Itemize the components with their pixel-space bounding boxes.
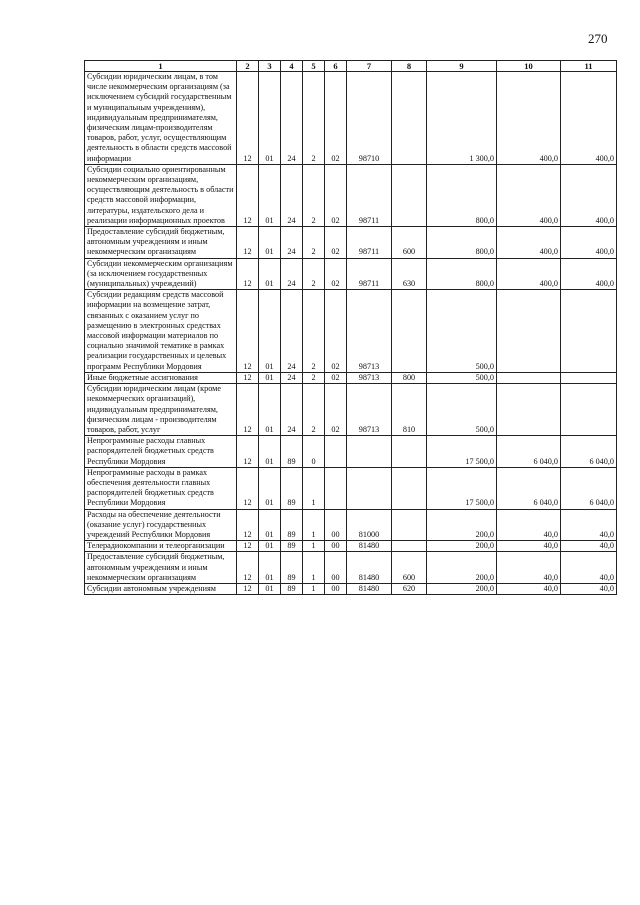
expense-type-cell: 620 — [392, 583, 427, 594]
subprogram-code-cell: 2 — [303, 227, 325, 259]
row-name-cell: Непрограммные расходы в рамках обеспечения деятельности главных распорядителей бюджетных средств Республики Мордовия — [85, 467, 237, 509]
expense-type-cell: 630 — [392, 258, 427, 290]
chapter-code-cell: 12 — [237, 583, 259, 594]
subprogram-code-cell: 2 — [303, 164, 325, 226]
section-code-cell: 01 — [259, 509, 281, 541]
column-header-6: 6 — [325, 61, 347, 72]
amount-col11-cell: 40,0 — [561, 583, 617, 594]
chapter-code-cell: 12 — [237, 372, 259, 383]
table-row — [85, 541, 617, 552]
expense-type-cell: 600 — [392, 552, 427, 584]
target-article-cell: 98711 — [347, 227, 392, 259]
subsection-code-cell: 89 — [281, 541, 303, 552]
row-name-cell: Непрограммные расходы главных распорядителей бюджетных средств Республики Мордовия — [85, 436, 237, 468]
amount-col10-cell: 400,0 — [497, 258, 561, 290]
subsection-code-cell: 89 — [281, 436, 303, 468]
target-article-cell: 98711 — [347, 164, 392, 226]
amount-col11-cell — [561, 372, 617, 383]
target-article-cell: 81480 — [347, 583, 392, 594]
event-code-cell — [325, 467, 347, 509]
chapter-code-cell: 12 — [237, 72, 259, 165]
row-name-cell: Субсидии юридическим лицам (кроме некоммерческих организаций), индивидуальным предпринимателям, физическим лицам - производителям товаров, работ, услуг — [85, 384, 237, 436]
column-header-11: 11 — [561, 61, 617, 72]
column-header-1: 1 — [85, 61, 237, 72]
expense-type-cell — [392, 72, 427, 165]
amount-col10-cell: 40,0 — [497, 509, 561, 541]
amount-col11-cell: 40,0 — [561, 509, 617, 541]
chapter-code-cell: 12 — [237, 467, 259, 509]
event-code-cell: 02 — [325, 258, 347, 290]
event-code-cell: 00 — [325, 583, 347, 594]
row-name-cell: Расходы на обеспечение деятельности (оказание услуг) государственных учреждений Республики Мордовия — [85, 509, 237, 541]
amount-col10-cell: 400,0 — [497, 164, 561, 226]
table-row — [85, 384, 617, 436]
subsection-code-cell: 24 — [281, 227, 303, 259]
column-header-10: 10 — [497, 61, 561, 72]
column-header-5: 5 — [303, 61, 325, 72]
row-name-cell: Телерадиокомпании и телеорганизации — [85, 541, 237, 552]
event-code-cell: 02 — [325, 164, 347, 226]
event-code-cell: 00 — [325, 552, 347, 584]
column-header-4: 4 — [281, 61, 303, 72]
event-code-cell: 00 — [325, 509, 347, 541]
target-article-cell — [347, 436, 392, 468]
amount-col10-cell — [497, 372, 561, 383]
amount-col11-cell: 400,0 — [561, 164, 617, 226]
amount-col9-cell: 500,0 — [427, 384, 497, 436]
amount-col9-cell: 500,0 — [427, 372, 497, 383]
section-code-cell: 01 — [259, 227, 281, 259]
table-row — [85, 509, 617, 541]
amount-col10-cell: 400,0 — [497, 72, 561, 165]
amount-col10-cell: 6 040,0 — [497, 467, 561, 509]
subsection-code-cell: 24 — [281, 258, 303, 290]
expense-type-cell — [392, 436, 427, 468]
table-row — [85, 258, 617, 290]
amount-col9-cell: 1 300,0 — [427, 72, 497, 165]
amount-col11-cell: 40,0 — [561, 541, 617, 552]
chapter-code-cell: 12 — [237, 552, 259, 584]
amount-col9-cell: 17 500,0 — [427, 467, 497, 509]
subsection-code-cell: 89 — [281, 509, 303, 541]
chapter-code-cell: 12 — [237, 227, 259, 259]
header-row — [85, 61, 617, 72]
column-header-9: 9 — [427, 61, 497, 72]
expense-type-cell — [392, 467, 427, 509]
amount-col11-cell: 400,0 — [561, 72, 617, 165]
event-code-cell — [325, 436, 347, 468]
event-code-cell: 02 — [325, 384, 347, 436]
expense-type-cell: 800 — [392, 372, 427, 383]
amount-col9-cell: 500,0 — [427, 290, 497, 373]
table-row — [85, 72, 617, 165]
target-article-cell: 98713 — [347, 372, 392, 383]
section-code-cell: 01 — [259, 467, 281, 509]
amount-col11-cell: 400,0 — [561, 258, 617, 290]
target-article-cell: 81480 — [347, 552, 392, 584]
row-name-cell: Субсидии редакциям средств массовой информации на возмещение затрат, связанных с оказанием услуг по размещению в электронных средствах массовой информации материалов по социально значимой тематике в рамках реализации государственных и целевых программ Республики Мордовия — [85, 290, 237, 373]
section-code-cell: 01 — [259, 372, 281, 383]
amount-col10-cell: 40,0 — [497, 583, 561, 594]
row-name-cell: Субсидии автономным учреждениям — [85, 583, 237, 594]
target-article-cell: 98713 — [347, 290, 392, 373]
column-header-8: 8 — [392, 61, 427, 72]
chapter-code-cell: 12 — [237, 436, 259, 468]
target-article-cell: 81000 — [347, 509, 392, 541]
subprogram-code-cell: 1 — [303, 552, 325, 584]
subprogram-code-cell: 2 — [303, 72, 325, 165]
row-name-cell: Предоставление субсидий бюджетным, автономным учреждениям и иным некоммерческим организациям — [85, 552, 237, 584]
table-row — [85, 290, 617, 373]
expense-type-cell: 810 — [392, 384, 427, 436]
subprogram-code-cell: 2 — [303, 372, 325, 383]
subsection-code-cell: 89 — [281, 583, 303, 594]
chapter-code-cell: 12 — [237, 290, 259, 373]
target-article-cell — [347, 467, 392, 509]
section-code-cell: 01 — [259, 258, 281, 290]
section-code-cell: 01 — [259, 384, 281, 436]
row-name-cell: Субсидии юридическим лицам, в том числе некоммерческим организациям (за исключением субсидий государственным и муниципальным учреждениям), индивидуальным предпринимателям, физическим лицам-производителям товаров, работ, услуг, осуществляющим деятельность в области средств массовой информации — [85, 72, 237, 165]
target-article-cell: 81480 — [347, 541, 392, 552]
row-name-cell: Субсидии некоммерческим организациям (за исключением государственных (муниципальных) учреждений) — [85, 258, 237, 290]
expense-type-cell — [392, 541, 427, 552]
section-code-cell: 01 — [259, 290, 281, 373]
amount-col9-cell: 800,0 — [427, 227, 497, 259]
amount-col9-cell: 800,0 — [427, 164, 497, 226]
subsection-code-cell: 89 — [281, 467, 303, 509]
table-row — [85, 467, 617, 509]
amount-col9-cell: 200,0 — [427, 541, 497, 552]
event-code-cell: 00 — [325, 541, 347, 552]
row-name-cell: Субсидии социально ориентированным некоммерческим организациям, осуществляющим деятельность в области средств массовой информации, литературы, издательского дела и реализации информационных проектов — [85, 164, 237, 226]
event-code-cell: 02 — [325, 290, 347, 373]
section-code-cell: 01 — [259, 164, 281, 226]
subsection-code-cell: 89 — [281, 552, 303, 584]
table-row — [85, 227, 617, 259]
section-code-cell: 01 — [259, 583, 281, 594]
section-code-cell: 01 — [259, 72, 281, 165]
subprogram-code-cell: 2 — [303, 384, 325, 436]
event-code-cell: 02 — [325, 372, 347, 383]
amount-col9-cell: 200,0 — [427, 509, 497, 541]
chapter-code-cell: 12 — [237, 384, 259, 436]
subsection-code-cell: 24 — [281, 384, 303, 436]
amount-col9-cell: 17 500,0 — [427, 436, 497, 468]
subsection-code-cell: 24 — [281, 290, 303, 373]
amount-col11-cell: 6 040,0 — [561, 467, 617, 509]
row-name-cell: Предоставление субсидий бюджетным, автономным учреждениям и иным некоммерческим организациям — [85, 227, 237, 259]
page-number: 270 — [588, 31, 608, 46]
table-row — [85, 583, 617, 594]
section-code-cell: 01 — [259, 541, 281, 552]
amount-col11-cell — [561, 290, 617, 373]
subprogram-code-cell: 1 — [303, 541, 325, 552]
budget-table — [84, 60, 617, 595]
amount-col11-cell: 6 040,0 — [561, 436, 617, 468]
amount-col9-cell: 200,0 — [427, 583, 497, 594]
amount-col10-cell: 40,0 — [497, 541, 561, 552]
table-row — [85, 552, 617, 584]
chapter-code-cell: 12 — [237, 509, 259, 541]
amount-col10-cell — [497, 290, 561, 373]
expense-type-cell — [392, 509, 427, 541]
table-row — [85, 372, 617, 383]
table-row — [85, 164, 617, 226]
event-code-cell: 02 — [325, 227, 347, 259]
table-row — [85, 436, 617, 468]
column-header-7: 7 — [347, 61, 392, 72]
subprogram-code-cell: 2 — [303, 258, 325, 290]
row-name-cell: Иные бюджетные ассигнования — [85, 372, 237, 383]
amount-col10-cell: 40,0 — [497, 552, 561, 584]
expense-type-cell — [392, 290, 427, 373]
subprogram-code-cell: 2 — [303, 290, 325, 373]
section-code-cell: 01 — [259, 552, 281, 584]
chapter-code-cell: 12 — [237, 258, 259, 290]
amount-col10-cell: 6 040,0 — [497, 436, 561, 468]
amount-col9-cell: 800,0 — [427, 258, 497, 290]
subprogram-code-cell: 1 — [303, 509, 325, 541]
amount-col11-cell — [561, 384, 617, 436]
chapter-code-cell: 12 — [237, 541, 259, 552]
column-header-3: 3 — [259, 61, 281, 72]
event-code-cell: 02 — [325, 72, 347, 165]
expense-type-cell: 600 — [392, 227, 427, 259]
amount-col11-cell: 40,0 — [561, 552, 617, 584]
amount-col10-cell — [497, 384, 561, 436]
expense-type-cell — [392, 164, 427, 226]
subsection-code-cell: 24 — [281, 164, 303, 226]
target-article-cell: 98710 — [347, 72, 392, 165]
amount-col10-cell: 400,0 — [497, 227, 561, 259]
target-article-cell: 98713 — [347, 384, 392, 436]
target-article-cell: 98711 — [347, 258, 392, 290]
subprogram-code-cell: 1 — [303, 583, 325, 594]
subsection-code-cell: 24 — [281, 72, 303, 165]
subsection-code-cell: 24 — [281, 372, 303, 383]
amount-col9-cell: 200,0 — [427, 552, 497, 584]
subprogram-code-cell: 1 — [303, 467, 325, 509]
section-code-cell: 01 — [259, 436, 281, 468]
subprogram-code-cell: 0 — [303, 436, 325, 468]
amount-col11-cell: 400,0 — [561, 227, 617, 259]
chapter-code-cell: 12 — [237, 164, 259, 226]
table-body — [85, 72, 617, 595]
column-header-2: 2 — [237, 61, 259, 72]
